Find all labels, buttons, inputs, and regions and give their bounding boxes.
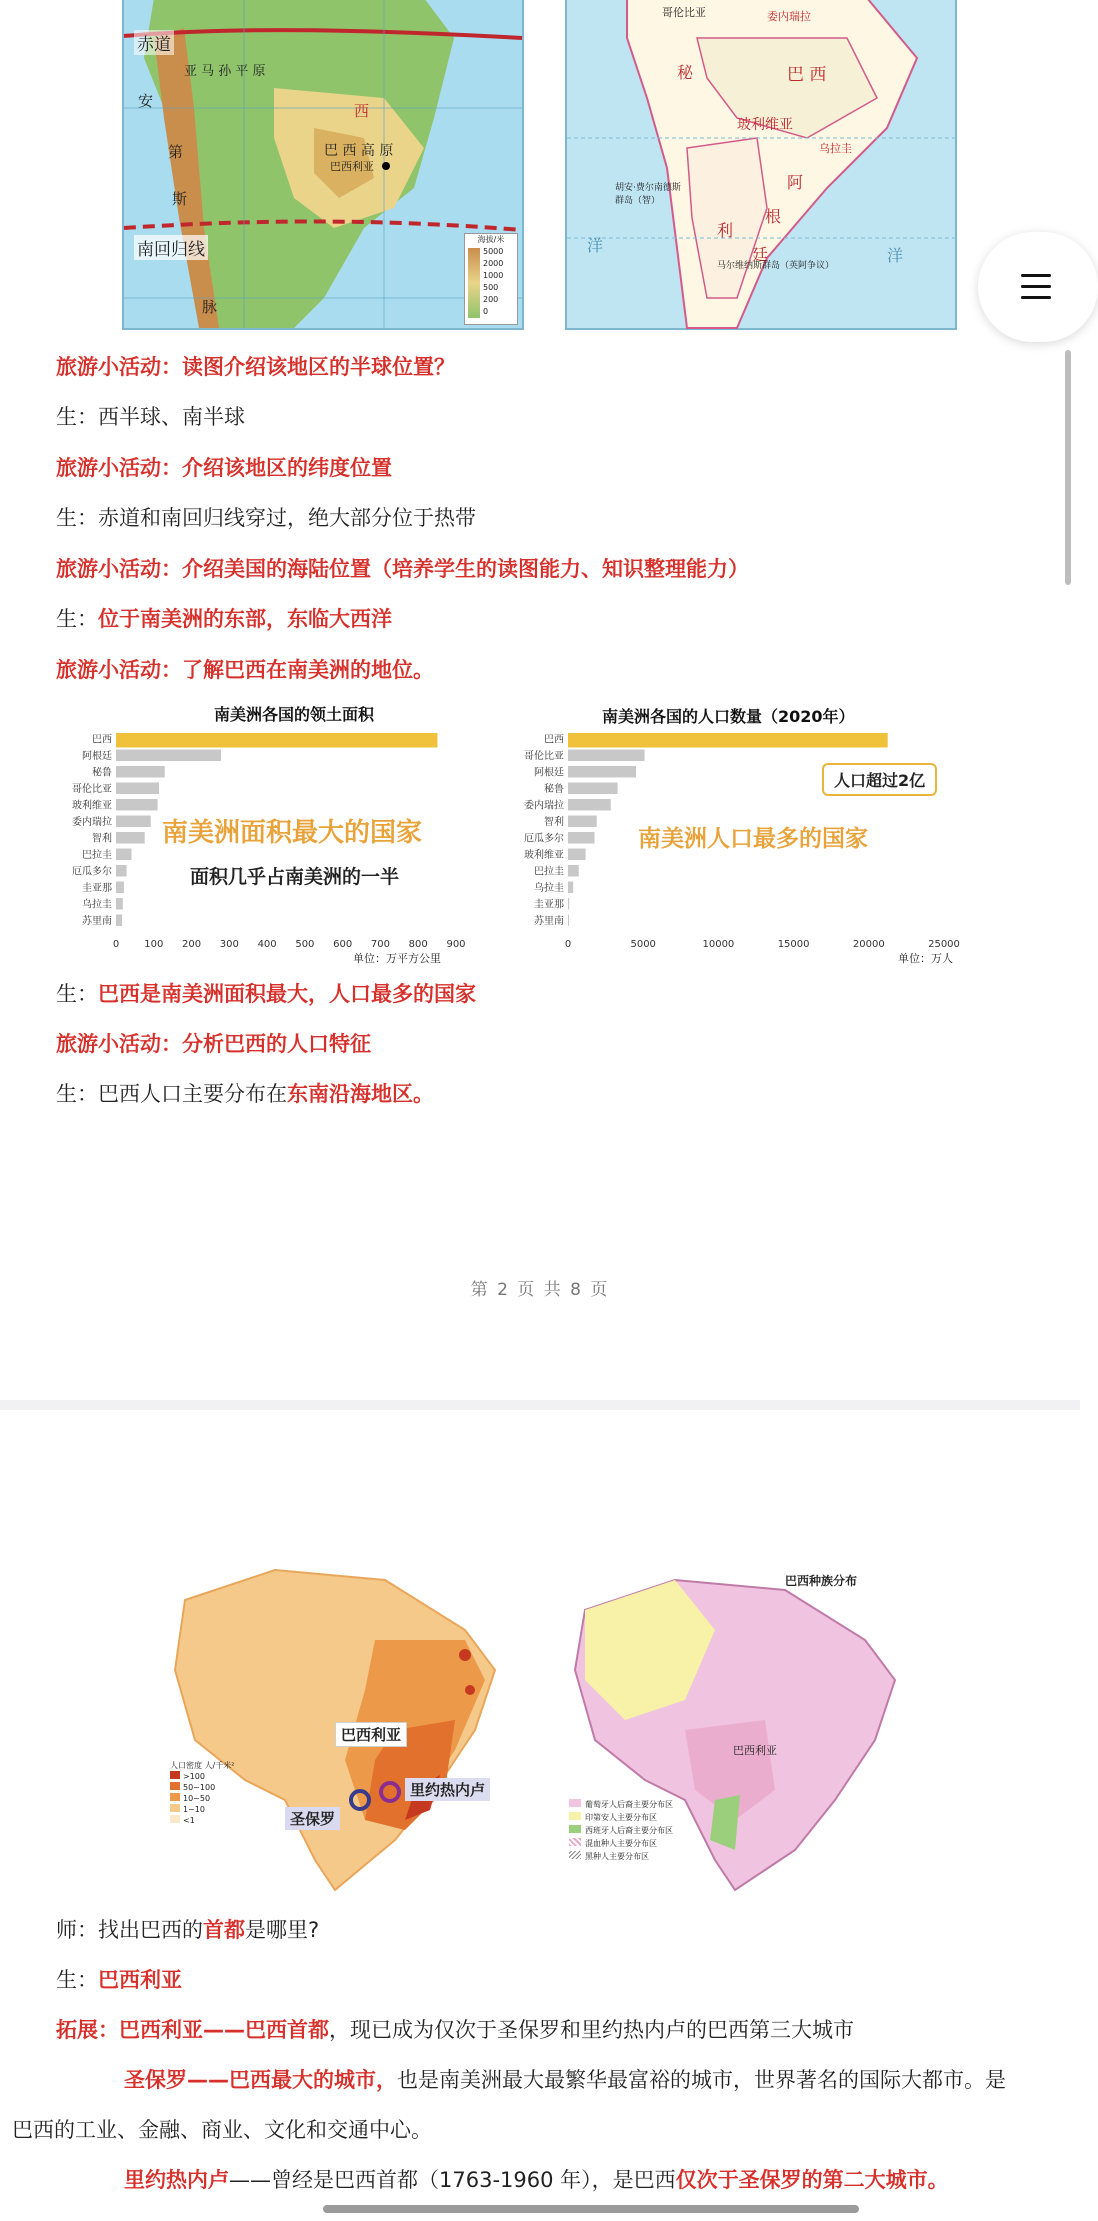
category-label: 巴西 [92,734,112,746]
bar [116,766,165,778]
area-chart [72,700,480,970]
menu-icon [1021,296,1051,299]
colombia-label: 哥伦比亚 [662,6,706,19]
x-tick-label: 600 [333,939,353,950]
menu-button[interactable] [978,232,1098,342]
category-label: 苏里南 [82,915,112,927]
chile-label: 利 [717,221,734,240]
text-line [124,2068,1006,2093]
scrollbar[interactable] [1065,350,1071,585]
ethnic-distribution-map [565,1570,925,1900]
category-label: 智利 [92,833,112,845]
ethnic-legend-item: 西班牙人后裔主要分布区 [585,1826,673,1835]
text-line [56,1082,434,1107]
x-tick-label: 500 [295,939,315,950]
highlight-text: 圣保罗——巴西最大的城市， [124,2068,397,2092]
amazon-label: 亚 马 孙 平 原 [184,64,266,79]
elevation-legend-value: 5000 [483,247,504,256]
highlight-text: 东南沿海地区。 [287,1082,434,1106]
category-label: 玻利维亚 [524,849,564,861]
category-label: 秘鲁 [92,767,112,779]
bar [568,832,595,844]
highlight-text: 首都 [203,1918,245,1942]
venezuela-label: 委内瑞拉 [767,10,811,23]
category-label: 圭亚那 [82,882,112,894]
bar [568,882,573,894]
area-chart-subannotation: 面积几乎占南美洲的一半 [190,866,400,888]
text-line [56,355,455,380]
highlight-text: 旅游小活动：读图介绍该地区的半球位置？ [56,355,455,379]
physical-map-south-america [122,0,524,330]
bar [568,750,645,762]
bar [116,750,221,762]
andes-label-d: 脉 [202,298,218,316]
highlight-text: 巴西是南美洲面积最大，人口最多的国家 [98,982,476,1006]
x-tick-label: 800 [408,939,428,950]
physical-map-graphic [124,0,522,328]
highlight-text: 旅游小活动：介绍美国的海陆位置（培养学生的读图能力、知识整理能力） [56,557,749,581]
x-tick-label: 20000 [852,939,885,950]
highlight-text: 旅游小活动：分析巴西的人口特征 [56,1032,371,1056]
elevation-legend [464,233,518,325]
category-label: 巴西 [544,734,564,746]
category-label: 哥伦比亚 [524,750,564,762]
political-map-south-america [565,0,957,330]
population-chart-title: 南美洲各国的人口数量（2020年） [602,707,855,726]
rio-tag: 里约热内卢 [405,1778,490,1801]
bar [116,733,437,748]
text-line [56,405,245,430]
bar [568,898,569,910]
ethnic-legend-item: 混血种人主要分布区 [585,1839,657,1848]
text-line [56,658,434,683]
body-text: 生：赤道和南回归线穿过，绝大部分位于热带 [56,506,476,530]
body-text: 生： [56,1968,98,1992]
body-text: 巴西的工业、金融、商业、文化和交通中心。 [12,2118,432,2142]
text-line [12,2118,432,2143]
area-chart-title: 南美洲各国的领土面积 [214,705,375,724]
saopaulo-tag: 圣保罗 [285,1807,340,1830]
body-text: ，现已成为仅次于圣保罗和里约热内卢的巴西第三大城市 [329,2018,854,2042]
equator-label: 赤道 [134,30,174,55]
bar [116,799,158,811]
uruguay-label: 乌拉圭 [819,142,852,155]
peru-label: 秘 [677,63,694,82]
brasilia-label-ethnic: 巴西利亚 [733,1744,777,1757]
page-indicator: 第 2 页 共 8 页 [470,1280,610,1300]
category-label: 秘鲁 [544,783,564,795]
ethnic-map-title: 巴西种族分布 [785,1574,858,1588]
argentina-label-c: 廷 [752,245,769,264]
text-line [56,456,392,481]
elevation-legend-value: 0 [483,307,489,316]
category-label: 阿根廷 [534,767,564,779]
density-legend-value: 50~100 [183,1783,216,1792]
text-line [56,2018,854,2043]
andes-label-b: 第 [168,143,184,161]
menu-icon [1021,285,1051,288]
category-label: 阿根廷 [82,750,112,762]
text-line [56,1968,182,1993]
brasilia-tag: 巴西利亚 [335,1722,407,1747]
category-label: 厄瓜多尔 [524,833,564,845]
andes-label-c: 斯 [172,190,188,208]
bar [116,915,122,927]
density-legend [170,1760,240,1826]
bar [568,783,618,795]
malvinas-label: 马尔维纳斯群岛（英阿争议） [717,261,835,271]
x-tick-label: 300 [219,939,239,950]
bar [116,865,127,877]
political-map-graphic [567,0,955,328]
density-legend-value: >100 [183,1772,205,1781]
population-chart [524,700,970,970]
x-tick-label: 5000 [630,939,656,950]
body-text: 是哪里? [245,1918,320,1942]
text-line [56,982,476,1007]
bolivia-label: 玻利维亚 [737,117,793,133]
category-label: 厄瓜多尔 [72,866,112,878]
x-tick-label: 700 [370,939,390,950]
highlight-text: 仅次于圣保罗的第二大城市。 [675,2168,949,2192]
elevation-legend-value: 500 [483,283,499,292]
bar [568,849,586,861]
text-line [56,1032,371,1057]
area-chart-unit: 单位：万平方公里 [353,952,441,965]
argentina-label-b: 根 [765,207,782,226]
x-tick-label: 100 [144,939,164,950]
fernandez-label: 胡安·费尔南德斯群岛（智） [615,183,681,206]
category-label: 哥伦比亚 [72,783,112,795]
bar [116,849,131,861]
body-text: 生：巴西人口主要分布在 [56,1082,287,1106]
category-label: 玻利维亚 [72,800,112,812]
highlight-text: 旅游小活动：介绍该地区的纬度位置 [56,456,392,480]
category-label: 圭亚那 [534,899,564,911]
brazil-label: 巴 西 [787,65,827,85]
bar [116,816,151,828]
brazil-west-label: 西 [354,102,370,120]
bar [568,799,611,811]
area-chart-annotation: 南美洲面积最大的国家 [162,818,423,848]
ethnic-legend-item: 葡萄牙人后裔主要分布区 [585,1800,673,1809]
highlight-text: 位于南美洲的东部，东临大西洋 [98,607,392,631]
tropic-label: 南回归线 [134,235,208,260]
density-legend-title: 人口密度 人/千米² [170,1761,235,1770]
category-label: 巴拉圭 [534,866,564,878]
highlight-text: 巴西利亚 [98,1968,182,1992]
highlight-text: 拓展：巴西利亚——巴西首都 [56,2018,329,2042]
page-separator [0,1400,1080,1410]
home-indicator[interactable] [323,2205,859,2213]
category-label: 委内瑞拉 [524,800,564,812]
bar [568,865,579,877]
elevation-legend-value: 200 [483,295,499,304]
body-text: 生：西半球、南半球 [56,405,245,429]
density-legend-value: 1~10 [183,1805,205,1814]
bar [568,915,569,927]
bar [116,832,145,844]
population-callout: 人口超过2亿 [822,763,937,796]
bar [568,816,597,828]
category-label: 乌拉圭 [82,899,112,911]
elevation-legend-title: 海拔/米 [477,235,505,244]
population-chart-annotation: 南美洲人口最多的国家 [638,825,868,852]
text-line [56,607,392,632]
highlight-text: 旅游小活动：了解巴西在南美洲的地位。 [56,658,434,682]
population-chart-unit: 单位：万人 [898,952,953,965]
category-label: 苏里南 [534,915,564,927]
category-label: 智利 [544,816,564,828]
menu-icon [1021,274,1051,277]
x-tick-label: 900 [446,939,466,950]
ethnic-legend-item: 印第安人主要分布区 [585,1813,657,1822]
text-line [56,506,476,531]
x-tick-label: 15000 [777,939,810,950]
argentina-label-a: 阿 [787,173,804,192]
elevation-legend-value: 2000 [483,259,504,268]
bar [568,733,888,748]
ethnic-legend-item: 黑种人主要分布区 [585,1852,649,1861]
bar [116,882,124,894]
brasilia-label-top: 巴西利亚 [330,160,374,173]
bar [568,766,636,778]
body-text: 生： [56,607,98,631]
x-tick-label: 10000 [702,939,735,950]
body-text: 也是南美洲最大最繁华最富裕的城市，世界著名的国际大都市。是 [397,2068,1006,2092]
bar [116,783,159,795]
category-label: 巴拉圭 [82,849,112,861]
highland-label: 巴 西 高 原 [324,143,394,159]
category-label: 委内瑞拉 [72,816,112,828]
x-tick-label: 400 [257,939,277,950]
text-line [124,2168,949,2193]
density-legend-value: <1 [183,1816,195,1825]
category-label: 乌拉圭 [534,882,564,894]
population-density-map [165,1560,510,1900]
body-text: 生： [56,982,98,1006]
text-line [56,1918,319,1943]
x-tick-label: 0 [112,939,120,950]
ethnic-legend [569,1798,673,1863]
x-tick-label: 0 [564,939,572,950]
x-tick-label: 25000 [928,939,960,950]
x-tick-label: 200 [182,939,202,950]
elevation-legend-value: 1000 [483,271,504,280]
text-line [56,557,749,582]
body-text: 师：找出巴西的 [56,1918,203,1942]
body-text: ——曾经是巴西首都（1763-1960 年），是巴西 [229,2168,676,2192]
density-legend-value: 10~50 [183,1794,211,1803]
bar [116,898,123,910]
andes-label-a: 安 [138,92,154,110]
ocean-label-right: 洋 [887,246,904,265]
highlight-text: 里约热内卢 [124,2168,229,2192]
ocean-label-left: 洋 [587,236,604,255]
